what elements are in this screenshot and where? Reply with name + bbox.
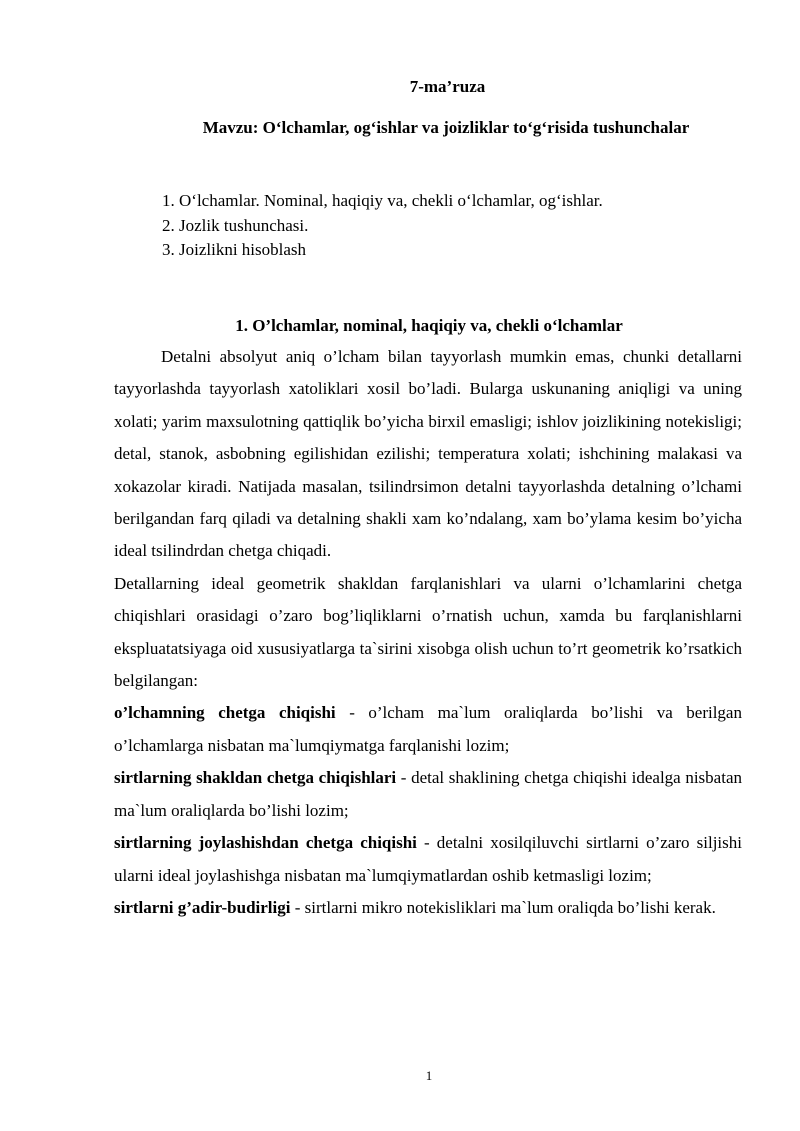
definition-term: sirtlarning joylashishdan chetga chiqishi — [114, 833, 417, 853]
definition-item — [114, 827, 742, 892]
paragraph: Detallarning ideal geometrik shakldan farqlanishlari va ularni o’lchamlarini chetga chiqishlari orasidagi o’zaro bog’liqliklarni o’rnatish uchun, xamda bu farqlanishlarni ekspluatatsiyaga oid xususiyatlarga ta`sirini xisobga olish uchun to’rt geometrik ko’rsatkich belgilangan: — [114, 573, 742, 691]
definition-term: sirtlarni g’adir-budirligi — [114, 897, 291, 917]
definition-item — [114, 892, 742, 924]
definition-term: o’lchamning chetga chiqishi — [114, 703, 336, 723]
definition-term: sirtlarning shakldan chetga chiqishlari — [114, 768, 397, 788]
section-heading: 1. O’lchamlar, nominal, haqiqiy va, chekli o‘lchamlar — [235, 316, 623, 335]
paragraph: Detalni absolyut aniq o’lcham bilan tayyorlash mumkin emas, chunki detallarni tayyorlashda tayyorlash xatoliklari xosil bo’ladi. Bularga uskunaning aniqligi va uning xolati; yarim maxsulotning qattiqlik bo’yicha birxil emasligi; ishlov joizlikining notekisligi; detal, stanok, asbobning egilishidan ezilishi; temperatura xolati; ishchining malakasi va xokazolar kiradi. Natijada masalan, tsilindrsimon detalni tayyorlashda detalning o’lchami berilgandan farq qiladi va detalning shakli xam ko’ndalang, xam bo’ylama kesim bo’yicha ideal tsilindrdan chetga chiqadi. — [114, 347, 742, 561]
definition-item — [114, 697, 742, 762]
definition-text: - sirtlarni mikro notekisliklari ma`lum oraliqda bo’lishi kerak. — [290, 897, 716, 917]
outline-item: 2. Jozlik tushunchasi. — [162, 215, 309, 235]
page-number: 1 — [425, 1068, 433, 1083]
definition-text: - o’lcham ma`lum oraliqlarda bo’lishi va berilgan o’lchamlarga nisbatan ma`lumqiymatga farqlanishi lozim; — [114, 703, 742, 755]
definition-item — [114, 762, 742, 827]
topic-title: Mavzu: O‘lchamlar, og‘ishlar va joizliklar to‘g‘risida tushunchalar — [202, 118, 690, 137]
outline-item: 3. Joizlikni hisoblash — [162, 240, 307, 259]
definition-text: - detalni xosilqiluvchi sirtlarni o’zaro siljishi ularni ideal joylashishga nisbatan ma`lumqiymatlardan oshib ketmasligi lozim; — [114, 833, 742, 885]
definition-text: - detal shaklining chetga chiqishi idealga nisbatan ma`lum oraliqlarda bo’lishi lozim; — [114, 768, 742, 820]
body-text — [114, 341, 742, 924]
lecture-outline — [162, 189, 603, 263]
outline-item: 1. O‘lchamlar. Nominal, haqiqiy va, chekli o‘lchamlar, og‘ishlar. — [162, 191, 603, 210]
lecture-title: 7-ma’ruza — [409, 77, 486, 96]
